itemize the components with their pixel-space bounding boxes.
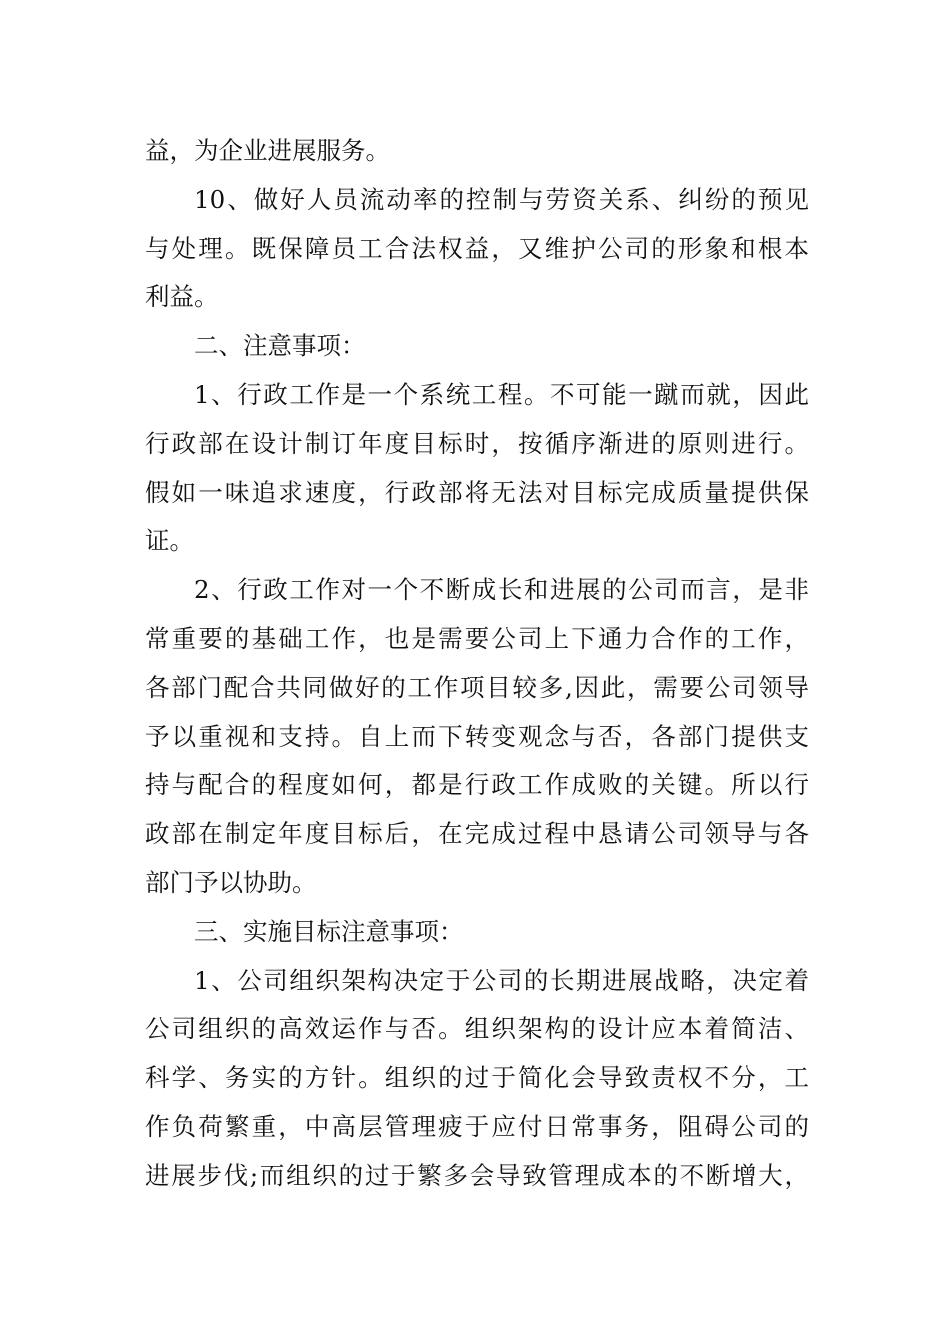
text-line: 假如一味追求速度，行政部将无法对目标完成质量提供保 xyxy=(145,477,809,507)
text-line: 政部在制定年度目标后，在完成过程中恳请公司领导与各 xyxy=(145,819,809,849)
text-line: 各部门配合共同做好的工作项目较多,因此，需要公司领导 xyxy=(145,672,809,702)
text-line: 证。 xyxy=(145,526,194,556)
text-line: 行政部在设计制订年度目标时，按循序渐进的原则进行。 xyxy=(145,428,809,458)
text-line: 持与配合的程度如何，都是行政工作成败的关键。所以行 xyxy=(145,770,809,800)
text-line: 进展步伐;而组织的过于繁多会导致管理成本的不断增大， xyxy=(145,1160,809,1190)
text-line: 益，为企业进展服务。 xyxy=(145,136,390,165)
text-line: 予以重视和支持。自上而下转变观念与否，各部门提供支 xyxy=(145,721,809,751)
document-body xyxy=(145,127,809,1201)
text-line: 常重要的基础工作，也是需要公司上下通力合作的工作， xyxy=(145,623,809,653)
text-line: 部门予以协助。 xyxy=(145,867,317,897)
text-line: 10、做好人员流动率的控制与劳资关系、纠纷的预见 xyxy=(194,184,809,214)
text-line: 二、注意事项： xyxy=(194,331,366,361)
text-line: 2、行政工作对一个不断成长和进展的公司而言，是非 xyxy=(194,575,809,605)
text-line: 公司组织的高效运作与否。组织架构的设计应本着简洁、 xyxy=(145,1014,809,1044)
text-line: 与处理。既保障员工合法权益，又维护公司的形象和根本 xyxy=(145,233,809,263)
text-line: 利益。 xyxy=(145,282,219,312)
text-line: 科学、务实的方针。组织的过于简化会导致责权不分，工 xyxy=(145,1063,809,1093)
text-line: 三、实施目标注意事项： xyxy=(194,916,464,946)
text-line: 1、公司组织架构决定于公司的长期进展战略，决定着 xyxy=(194,965,809,995)
text-line: 作负荷繁重，中高层管理疲于应付日常事务，阻碍公司的 xyxy=(145,1111,809,1141)
text-line: 1、行政工作是一个系统工程。不可能一蹴而就，因此 xyxy=(194,379,809,409)
